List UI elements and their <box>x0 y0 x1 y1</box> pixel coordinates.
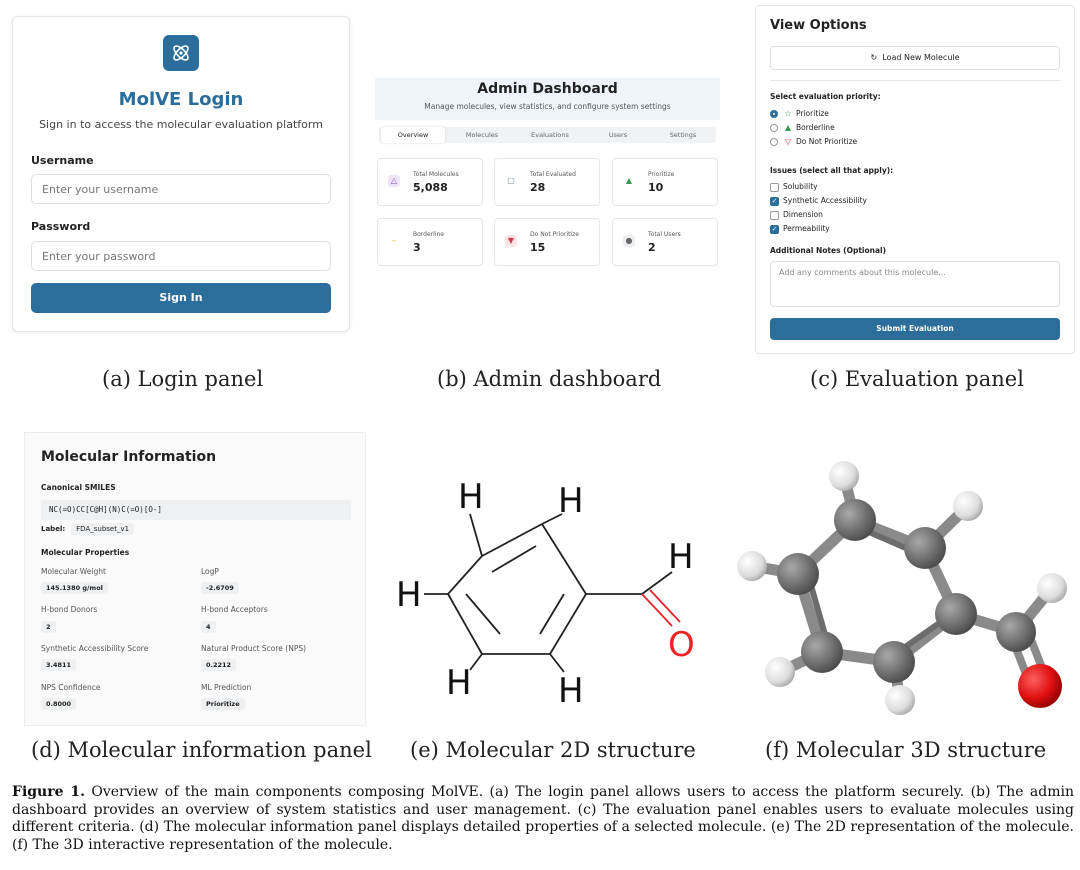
stat-card-prioritize <box>612 158 718 206</box>
refresh-icon: ↻ <box>870 53 878 62</box>
prop-label: LogP <box>201 567 219 576</box>
carbon-atom <box>834 499 876 541</box>
stat-label: Total Users <box>648 231 681 238</box>
issue-label: Dimension <box>783 210 823 219</box>
carbon-atom <box>935 593 977 635</box>
carbon-atom <box>777 553 819 595</box>
issue-label: Permeability <box>783 224 830 233</box>
stat-value: 15 <box>530 241 546 254</box>
smiles-value: NC(=O)CC[C@H](N)C(=O)[O-] <box>41 500 351 520</box>
label-value: FDA_subset_v1 <box>71 523 134 535</box>
radio-selected[interactable] <box>770 110 778 118</box>
thumbs-up-icon: ▲ <box>784 123 792 132</box>
stat-card-total-evaluated <box>494 158 600 206</box>
divider <box>770 80 1060 81</box>
flask-icon: △ <box>388 175 400 187</box>
tab-users[interactable]: Users <box>608 131 628 139</box>
password-label: Password <box>31 220 91 233</box>
submit-evaluation-button[interactable]: Submit Evaluation <box>770 318 1060 340</box>
minus-icon: – <box>388 235 400 247</box>
priority-option-prioritize[interactable] <box>770 108 829 120</box>
stat-card-do-not-prioritize <box>494 218 600 266</box>
tab-overview[interactable]: Overview <box>381 127 445 143</box>
password-input[interactable]: Enter your password <box>31 241 331 271</box>
properties-label: Molecular Properties <box>41 548 130 557</box>
admin-subtitle: Manage molecules, view statistics, and configure system settings <box>424 102 671 111</box>
admin-dashboard <box>375 78 720 270</box>
hydrogen-atom-label: H <box>396 575 422 615</box>
star-icon: ☆ <box>784 109 792 118</box>
hydrogen-atom <box>829 461 859 491</box>
tab-molecules[interactable]: Molecules <box>465 131 499 139</box>
carbon-atom <box>904 527 946 569</box>
prop-value: 4 <box>201 621 216 633</box>
molecule-2d-svg <box>388 472 718 718</box>
priority-label-text: Prioritize <box>796 109 829 118</box>
load-new-molecule-button[interactable] <box>770 46 1060 70</box>
stat-label: Total Molecules <box>413 171 459 178</box>
username-input[interactable]: Enter your username <box>31 174 331 204</box>
prop-label: H-bond Donors <box>41 605 98 614</box>
priority-label: Select evaluation priority: <box>770 92 881 101</box>
admin-header <box>375 78 720 120</box>
document-icon: □ <box>505 175 517 187</box>
stat-value: 3 <box>413 241 421 254</box>
prop-label: Natural Product Score (NPS) <box>201 644 307 653</box>
admin-tabs <box>379 127 716 143</box>
hydrogen-atom-label: H <box>446 663 472 703</box>
hydrogen-atom <box>885 685 915 715</box>
hydrogen-atom <box>737 551 767 581</box>
caption-f: (f) Molecular 3D structure <box>765 738 1047 762</box>
stat-label: Do Not Prioritize <box>530 231 579 238</box>
hydrogen-atom <box>1037 573 1067 603</box>
atom-icon <box>163 35 199 71</box>
figure-caption <box>12 784 1074 854</box>
hydrogen-atom <box>765 657 795 687</box>
admin-title: Admin Dashboard <box>477 81 618 97</box>
oxygen-atom-label: O <box>668 625 695 665</box>
thumbs-up-icon: ▲ <box>623 175 635 187</box>
hydrogen-atom <box>953 491 983 521</box>
stat-card-borderline <box>377 218 483 266</box>
priority-label-text: Do Not Prioritize <box>796 137 858 146</box>
stat-value: 2 <box>648 241 656 254</box>
username-label: Username <box>31 154 94 167</box>
hydrogen-atom-label: H <box>458 477 484 517</box>
radio[interactable] <box>770 124 778 132</box>
users-icon: ● <box>623 235 635 247</box>
oxygen-atom <box>1018 664 1062 708</box>
issues-label: Issues (select all that apply): <box>770 166 894 175</box>
prop-value: 145.1380 g/mol <box>41 582 108 594</box>
evaluation-panel <box>755 5 1075 354</box>
prop-label: Molecular Weight <box>41 567 106 576</box>
carbon-atom <box>801 631 843 673</box>
molecular-information-panel <box>24 432 366 726</box>
stat-label: Prioritize <box>648 171 675 178</box>
stat-label: Total Evaluated <box>530 171 576 178</box>
prop-value: 0.2212 <box>201 659 236 671</box>
molecule-3d-svg <box>730 456 1072 718</box>
caption-e: (e) Molecular 2D structure <box>410 738 696 762</box>
prop-value: Prioritize <box>201 698 245 710</box>
caption-c: (c) Evaluation panel <box>810 367 1024 391</box>
prop-value: -2.6709 <box>201 582 239 594</box>
smiles-label: Canonical SMILES <box>41 483 116 492</box>
priority-option-do-not-prioritize[interactable] <box>770 136 857 148</box>
carbon-atom <box>873 641 915 683</box>
checkbox[interactable] <box>770 211 779 220</box>
stat-label: Borderline <box>413 231 444 238</box>
molecule-2d-structure <box>388 472 718 718</box>
molecule-3d-structure[interactable] <box>730 456 1072 718</box>
prop-value: 2 <box>41 621 56 633</box>
prop-value: 0.8000 <box>41 698 76 710</box>
radio[interactable] <box>770 138 778 146</box>
issue-label: Solubility <box>783 182 818 191</box>
caption-a: (a) Login panel <box>102 367 264 391</box>
molinfo-title: Molecular Information <box>41 449 217 465</box>
caption-b: (b) Admin dashboard <box>437 367 662 391</box>
tab-settings[interactable]: Settings <box>669 131 697 139</box>
carbon-atom <box>996 612 1036 652</box>
thumbs-down-icon: ▽ <box>784 137 792 146</box>
hydrogen-atom-label: H <box>668 537 694 577</box>
figure-caption-text: Overview of the main components composing MolVE. (a) The login panel allows users to access the platform securely. (b) The admin dashboard provides an overview of system statistics and user management. (c) The evaluation panel enables users to evaluate molecules using different criteria. (d) The molecular information panel displays detailed properties of a selected molecule. (e) The 2D representation of the molecule. (f) The 3D interactive representation of the molecule. <box>12 784 1074 853</box>
issue-dimension[interactable] <box>770 209 823 221</box>
sign-in-button[interactable]: Sign In <box>31 283 331 313</box>
stat-value: 5,088 <box>413 181 448 194</box>
notes-textarea[interactable]: Add any comments about this molecule... <box>770 261 1060 307</box>
load-button-label: Load New Molecule <box>882 53 960 62</box>
figure-label: Figure 1. <box>12 784 85 800</box>
checkbox-checked[interactable]: ✓ <box>771 224 778 233</box>
tab-evaluations[interactable]: Evaluations <box>531 131 569 139</box>
prop-label: H-bond Acceptors <box>201 605 268 614</box>
caption-d: (d) Molecular information panel <box>31 738 372 762</box>
priority-label-text: Borderline <box>796 123 835 132</box>
issue-permeability[interactable] <box>770 223 830 235</box>
label-key: Label: <box>41 525 66 533</box>
prop-label: ML Prediction <box>201 683 252 692</box>
prop-value: 3.4811 <box>41 659 76 671</box>
prop-label: NPS Confidence <box>41 683 101 692</box>
checkbox-checked[interactable]: ✓ <box>771 196 778 205</box>
issue-label: Synthetic Accessibility <box>783 196 867 205</box>
stat-value: 10 <box>648 181 664 194</box>
issue-synthetic-accessibility[interactable] <box>770 195 867 207</box>
login-panel <box>12 16 350 332</box>
thumbs-down-icon: ▼ <box>505 235 517 247</box>
hydrogen-atom-label: H <box>558 671 584 711</box>
dataset-label <box>41 525 134 533</box>
stat-value: 28 <box>530 181 546 194</box>
hydrogen-atom-label: H <box>558 481 584 521</box>
view-options-title: View Options <box>770 18 867 33</box>
stat-card-total-users <box>612 218 718 266</box>
login-title: MolVE Login <box>118 89 244 110</box>
checkbox[interactable] <box>770 183 779 192</box>
stat-card-total-molecules <box>377 158 483 206</box>
login-subtitle: Sign in to access the molecular evaluation platform <box>39 118 323 131</box>
prop-label: Synthetic Accessibility Score <box>41 644 149 653</box>
issue-solubility[interactable] <box>770 181 818 193</box>
priority-option-borderline[interactable] <box>770 122 835 134</box>
notes-label: Additional Notes (Optional) <box>770 246 887 255</box>
